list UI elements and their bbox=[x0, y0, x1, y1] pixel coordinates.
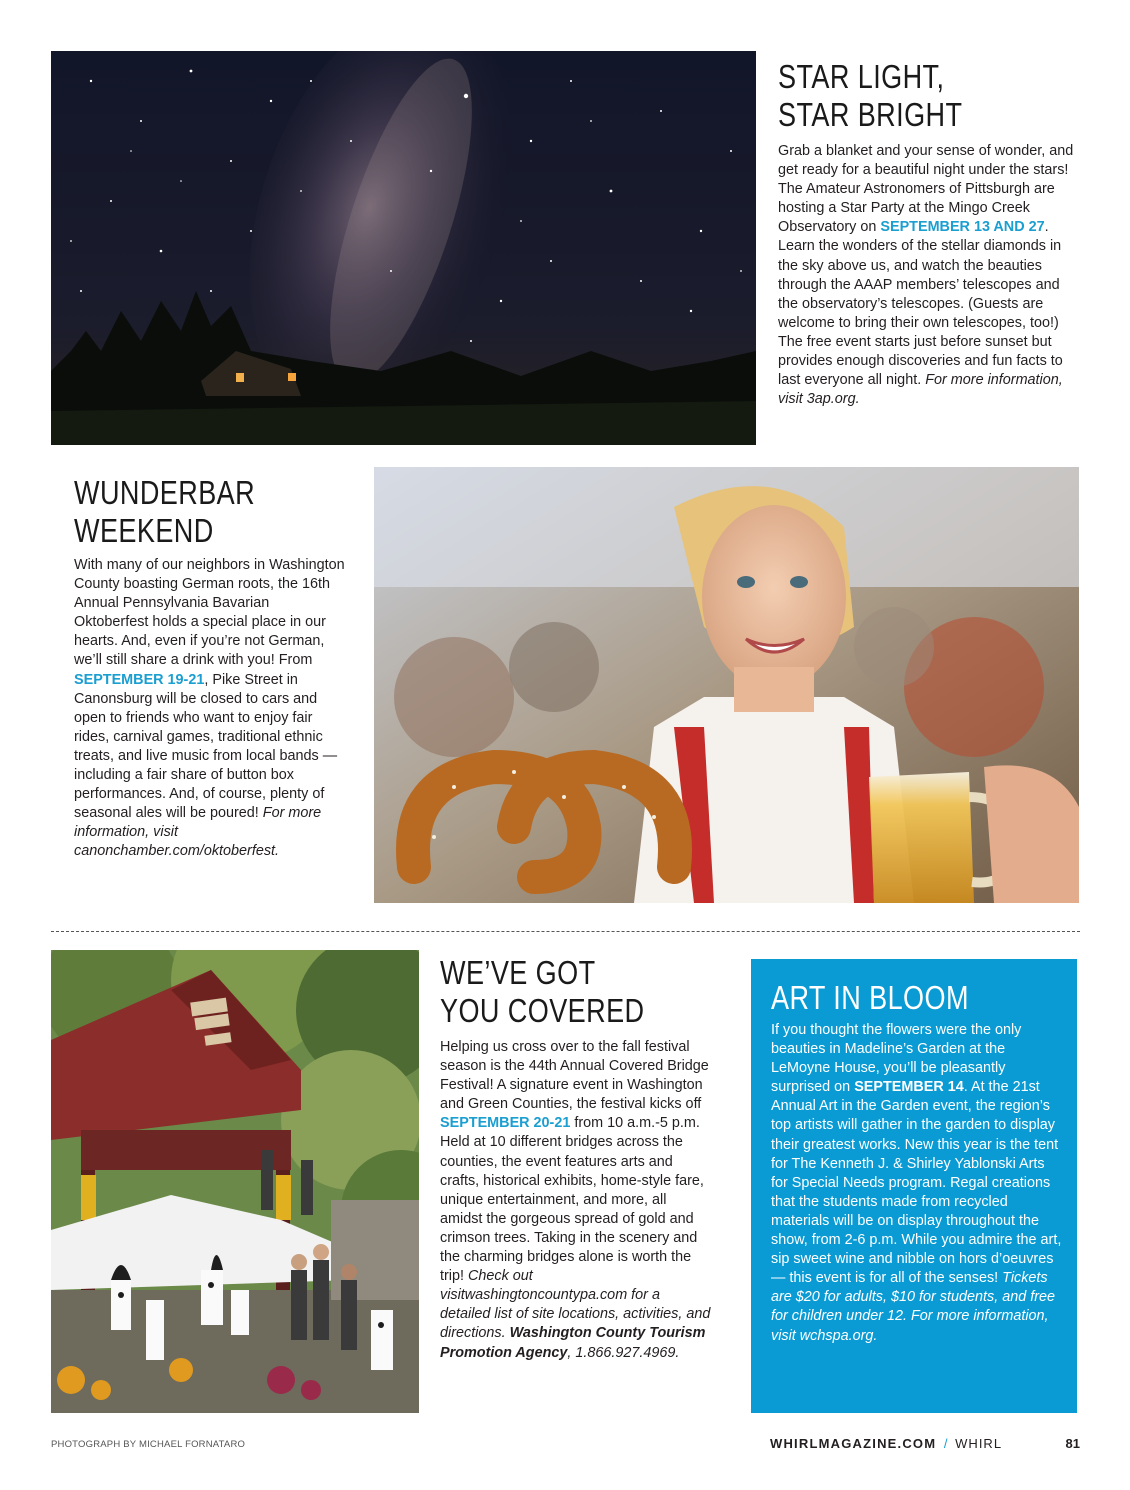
body-text: . Learn the wonders of the stellar diamonds in the sky above us, and watch the beauties through the AAAP members’ telescopes and the observatory’s telescopes. (Guests are welcome to bring their own telescopes, too!) The free event starts just before sunset but provides enough discoveries and fun facts to last everyone all night. bbox=[778, 219, 1063, 389]
event-date: SEPTEMBER 14 bbox=[854, 1079, 964, 1096]
event-date: SEPTEMBER 20-21 bbox=[440, 1115, 571, 1132]
covered-bridge-photo bbox=[51, 950, 419, 1413]
oktoberfest-photo bbox=[374, 467, 1079, 903]
wunderbar-article bbox=[74, 474, 346, 862]
body-text: If you thought the flowers were the only beauties in Madeline’s Garden at the LeMoyne House, you’ll be pleasantly surprised on bbox=[771, 1022, 1022, 1096]
agency-name: Washington County Tourism Promotion Agency bbox=[440, 1325, 706, 1361]
star-light-body bbox=[778, 142, 1078, 409]
phone-number: , 1.866.927.4969. bbox=[567, 1344, 680, 1361]
event-date: SEPTEMBER 13 AND 27 bbox=[880, 219, 1045, 236]
title-line: STAR BRIGHT bbox=[778, 96, 963, 133]
title-line: WUNDERBAR bbox=[74, 474, 256, 511]
covered-bridge-article bbox=[440, 954, 712, 1363]
more-info-link[interactable]: For more information, visit 3ap.org. bbox=[778, 372, 1063, 408]
section-divider bbox=[51, 931, 1080, 932]
title-line: STAR LIGHT, bbox=[778, 58, 945, 95]
more-info-link[interactable]: Tickets are $20 for adults, $10 for students, and free for children under 12. For more information, visit wchspa.org. bbox=[771, 1270, 1055, 1344]
title-line: WEEKEND bbox=[74, 512, 214, 549]
body-text: With many of our neighbors in Washington County boasting German roots, the 16th Annual Pennsylvania Bavarian Oktoberfest holds a special place in our hearts. And, even if you’re not German, we’ll still share a drink with you! From bbox=[74, 557, 345, 669]
magazine-name: WHIRL bbox=[955, 1436, 1003, 1451]
covered-bridge-body bbox=[440, 1038, 712, 1363]
footer-separator: / bbox=[943, 1436, 948, 1451]
more-info-link[interactable]: Check out visitwashingtoncountypa.com for a detailed list of site locations, activities, and directions. bbox=[440, 1268, 711, 1342]
body-text: , Pike Street in Canonsburg will be closed to cars and open to friends who want to enjoy fair rides, carnival games, traditional ethnic treats, and live music from local bands — including a fair share of button box performances. And, of course, plenty of seasonal ales will be poured! bbox=[74, 671, 338, 822]
star-light-title bbox=[778, 58, 1024, 134]
body-text: Grab a blanket and your sense of wonder, and get ready for a beautiful night under the stars! The Amateur Astronomers of Pittsburgh are hosting a Star Party at the Mingo Creek Observatory on bbox=[778, 143, 1074, 236]
event-date: SEPTEMBER 19-21 bbox=[74, 671, 205, 688]
body-text: from 10 a.m.-5 p.m. Held at 10 different bridges across the counties, the event features arts and crafts, historical exhibits, home-style fare, unique entertainment, and more, all amidst the gorgeous spread of gold and crimson trees. Taking in the scenery and the charming bridges alone is worth the trip! bbox=[440, 1115, 704, 1285]
covered-bridge-title bbox=[440, 954, 663, 1030]
photo-credit: PHOTOGRAPH BY MICHAEL FORNATARO bbox=[51, 1439, 246, 1450]
star-light-article bbox=[778, 58, 1078, 409]
body-text: Helping us cross over to the fall festival season is the 44th Annual Covered Bridge Festival! A signature event in Washington and Green Counties, the festival kicks off bbox=[440, 1039, 709, 1113]
more-info-link[interactable]: For more information, visit canonchamber.com/oktoberfest. bbox=[74, 805, 322, 860]
art-in-bloom-body bbox=[771, 1021, 1063, 1346]
wunderbar-title bbox=[74, 474, 297, 550]
page-number: 81 bbox=[1065, 1436, 1080, 1451]
milky-way-photo bbox=[51, 51, 756, 445]
title-line: YOU COVERED bbox=[440, 992, 645, 1029]
site-url[interactable]: WHIRLMAGAZINE.COM bbox=[770, 1436, 937, 1451]
art-in-bloom-title: ART IN BLOOM bbox=[771, 979, 969, 1016]
body-text: . At the 21st Annual Art in the Garden event, the region’s top artists will gather in the garden to display their greatest works. New this year is the tent for The Kenneth J. & Shirley Yablonski Arts for Special Needs program. Regal creations that the students made from recycled materials will be on display throughout the show, from 2-6 p.m. While you admire the art, sip sweet wine and nibble on hors d’oeuvres — this event is for all of the senses! bbox=[771, 1079, 1062, 1287]
wunderbar-body bbox=[74, 556, 346, 862]
art-in-bloom-box bbox=[751, 959, 1077, 1413]
page-footer bbox=[770, 1436, 1080, 1454]
title-line: WE’VE GOT bbox=[440, 954, 596, 991]
art-in-bloom-article bbox=[771, 979, 1063, 1346]
